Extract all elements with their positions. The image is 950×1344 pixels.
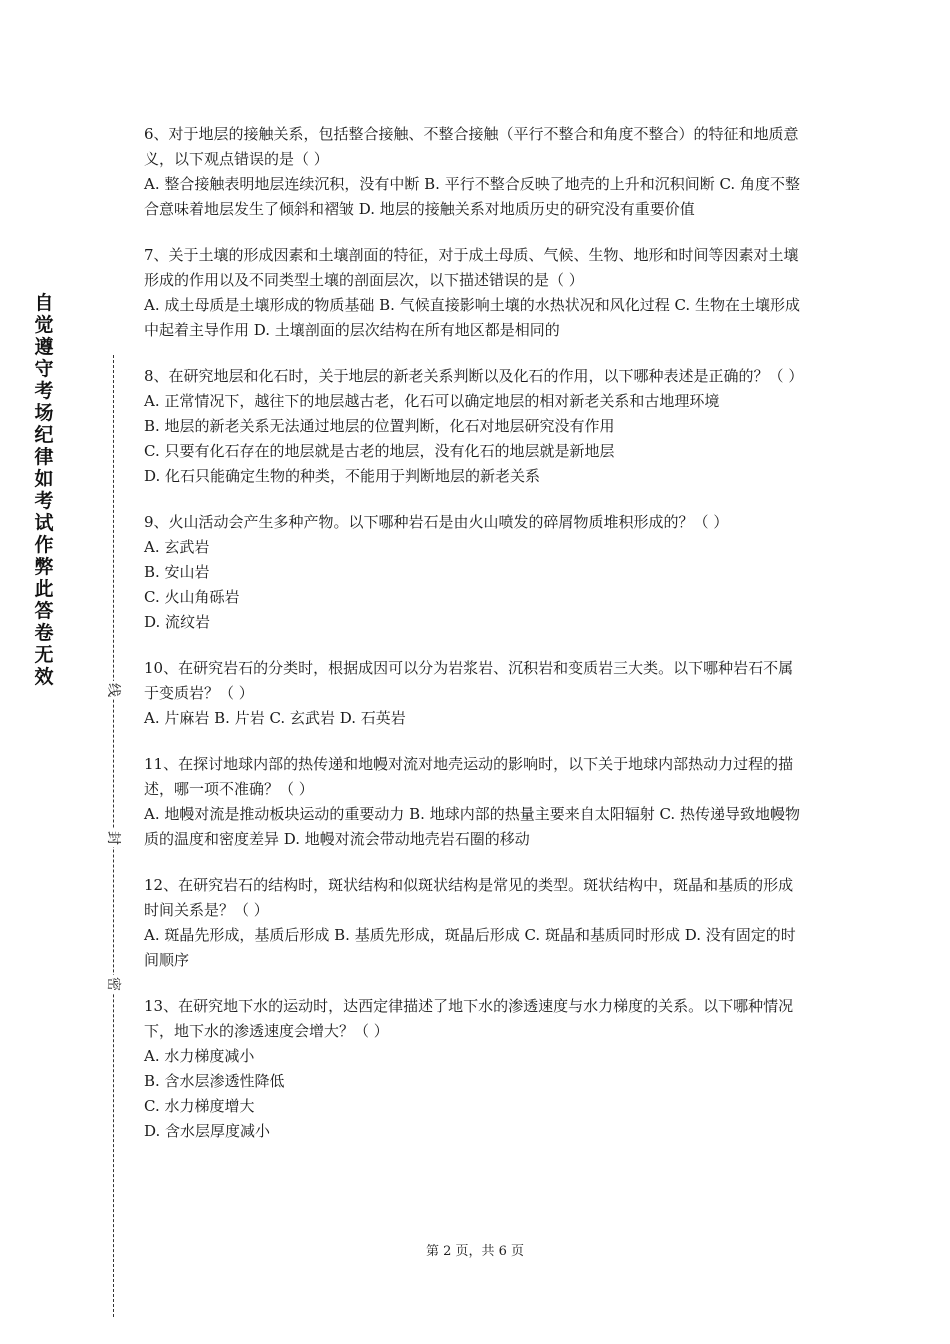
option-d: D. 含水层厚度减小 xyxy=(144,1122,271,1140)
question-stem: 12、在研究岩石的结构时，斑状结构和似斑状结构是常见的类型。斑状结构中，斑晶和基质的形成时间关系是？（ ） xyxy=(144,876,794,919)
question-options: A. 整合接触表明地层连续沉积，没有中断 B. 平行不整合反映了地壳的上升和沉积间断 C. 角度不整合意味着地层发生了倾斜和褶皱 D. 地层的接触关系对地质历史的研究没有重要价值 xyxy=(144,175,800,218)
page-number: 第 2 页，共 6 页 xyxy=(425,1244,525,1259)
question-options: A. 斑晶先形成，基质后形成 B. 基质先形成，斑晶后形成 C. 斑晶和基质同时形成 D. 没有固定的时间顺序 xyxy=(144,926,796,969)
question-7 xyxy=(144,243,808,343)
binding-label-secret: 密 xyxy=(105,977,121,991)
question-9 xyxy=(144,510,808,635)
question-stem: 10、在研究岩石的分类时，根据成因可以分为岩浆岩、沉积岩和变质岩三大类。以下哪种岩石不属于变质岩？（ ） xyxy=(144,659,794,702)
question-options: A. 片麻岩 B. 片岩 C. 玄武岩 D. 石英岩 xyxy=(144,709,406,727)
question-8 xyxy=(144,364,808,489)
option-d: D. 流纹岩 xyxy=(144,613,211,631)
option-a: A. 水力梯度减小 xyxy=(144,1047,255,1065)
question-stem: 11、在探讨地球内部的热传递和地幔对流对地壳运动的影响时，以下关于地球内部热动力过程的描述，哪一项不准确？（ ） xyxy=(144,755,794,798)
option-c: C. 只要有化石存在的地层就是古老的地层，没有化石的地层就是新地层 xyxy=(144,442,615,460)
question-stem: 13、在研究地下水的运动时，达西定律描述了地下水的渗透速度与水力梯度的关系。以下哪种情况下，地下水的渗透速度会增大？（ ） xyxy=(144,997,794,1040)
option-d: D. 化石只能确定生物的种类，不能用于判断地层的新老关系 xyxy=(144,467,541,485)
question-list xyxy=(144,122,808,1165)
question-stem: 7、关于土壤的形成因素和土壤剖面的特征，对于成土母质、气候、生物、地形和时间等因素对土壤形成的作用以及不同类型土壤的剖面层次，以下描述错误的是（ ） xyxy=(144,246,799,289)
option-b: B. 安山岩 xyxy=(144,563,210,581)
question-stem: 9、火山活动会产生多种产物。以下哪种岩石是由火山喷发的碎屑物质堆积形成的？（ ） xyxy=(144,513,729,531)
question-6 xyxy=(144,122,808,222)
question-12 xyxy=(144,873,808,973)
option-c: C. 水力梯度增大 xyxy=(144,1097,255,1115)
exam-discipline-warning: 自觉遵守考场纪律如考试作弊此答卷无效 xyxy=(34,292,54,688)
question-13 xyxy=(144,994,808,1144)
option-a: A. 正常情况下，越往下的地层越古老，化石可以确定地层的相对新老关系和古地理环境 xyxy=(144,392,720,410)
question-11 xyxy=(144,752,808,852)
option-b: B. 地层的新老关系无法通过地层的位置判断，化石对地层研究没有作用 xyxy=(144,417,615,435)
question-stem: 6、对于地层的接触关系，包括整合接触、不整合接触（平行不整合和角度不整合）的特征和地质意义，以下观点错误的是（ ） xyxy=(144,125,799,168)
binding-label-line: 线 xyxy=(105,683,121,697)
question-10 xyxy=(144,656,808,731)
option-a: A. 玄武岩 xyxy=(144,538,210,556)
question-options: A. 成土母质是土壤形成的物质基础 B. 气候直接影响土壤的水热状况和风化过程 C. 生物在土壤形成中起着主导作用 D. 土壤剖面的层次结构在所有地区都是相同的 xyxy=(144,296,800,339)
question-stem: 8、在研究地层和化石时，关于地层的新老关系判断以及化石的作用，以下哪种表述是正确的？（ ） xyxy=(144,367,804,385)
binding-label-seal: 封 xyxy=(105,831,121,845)
question-options: A. 地幔对流是推动板块运动的重要动力 B. 地球内部的热量主要来自太阳辐射 C. 热传递导致地幔物质的温度和密度差异 D. 地幔对流会带动地壳岩石圈的移动 xyxy=(144,805,800,848)
option-b: B. 含水层渗透性降低 xyxy=(144,1072,285,1090)
option-c: C. 火山角砾岩 xyxy=(144,588,240,606)
